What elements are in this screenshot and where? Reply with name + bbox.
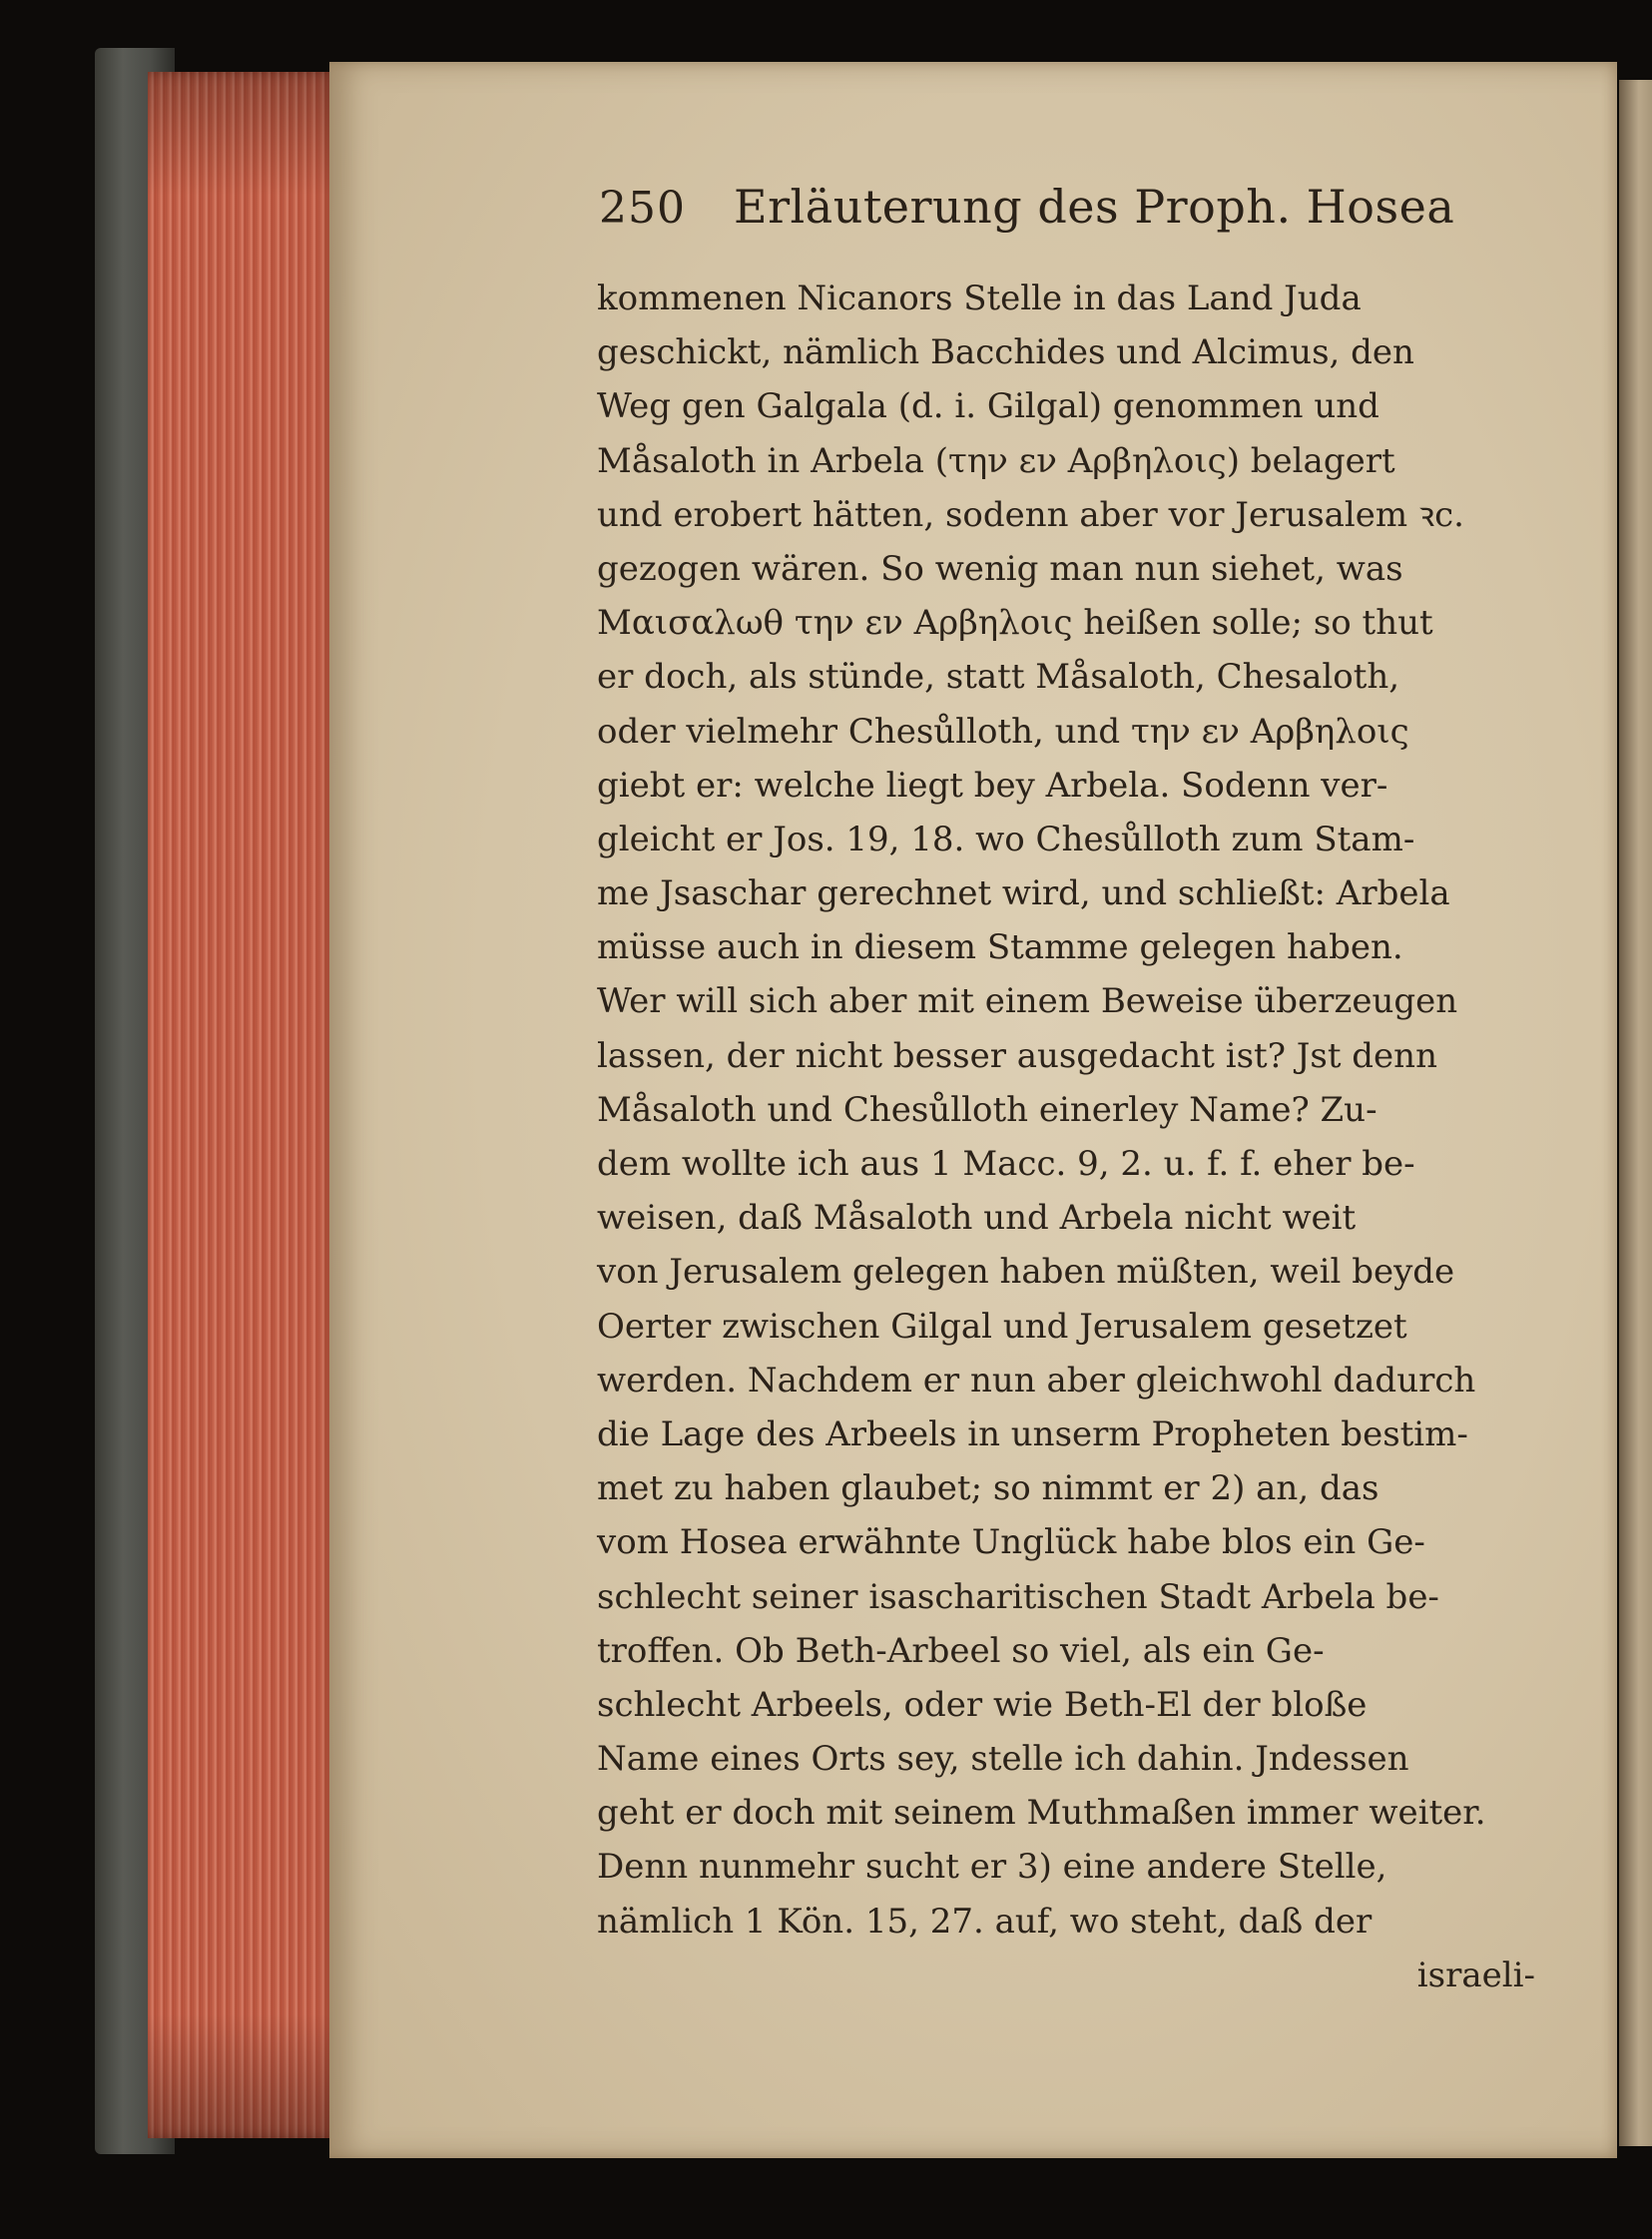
- text-line: oder vielmehr Chesůlloth, und την εν Αρβηλοις: [597, 711, 1409, 752]
- text-line: giebt er: welche liegt bey Arbela. Sodenn ver-: [597, 765, 1388, 806]
- text-line: Denn nunmehr sucht er 3) eine andere Stelle,: [597, 1847, 1387, 1888]
- body-text: [597, 272, 1535, 2002]
- text-line: Oerter zwischen Gilgal und Jerusalem gesetzet: [597, 1306, 1407, 1347]
- text-line: lassen, der nicht besser ausgedacht ist? Jst denn: [597, 1035, 1437, 1076]
- text-line: er doch, als stünde, statt Måsaloth, Chesaloth,: [597, 657, 1400, 698]
- running-head: Erläuterung des Proph. Hosea: [733, 180, 1455, 234]
- text-line: gleicht er Jos. 19, 18. wo Chesůlloth zum Stam-: [597, 819, 1415, 859]
- text-line: Wer will sich aber mit einem Beweise überzeugen: [597, 981, 1458, 1022]
- catchword-line: israeli-: [1416, 1955, 1535, 1995]
- text-line: Name eines Orts sey, stelle ich dahin. Jndessen: [597, 1739, 1409, 1780]
- text-line: gezogen wären. So wenig man nun siehet, was: [597, 548, 1403, 589]
- text-line: und erobert hätten, sodenn aber vor Jerusalem ꝛc.: [597, 494, 1464, 535]
- text-line: geht er doch mit seinem Muthmaßen immer weiter.: [597, 1793, 1486, 1834]
- facing-page-edge: [1619, 80, 1652, 2146]
- text-line: schlecht Arbeels, oder wie Beth-El der bloße: [597, 1684, 1368, 1725]
- text-line: Måsaloth und Chesůlloth einerley Name? Zu-: [597, 1089, 1377, 1130]
- text-line: vom Hosea erwähnte Unglück habe blos ein Ge-: [597, 1522, 1425, 1563]
- text-line: me Jsaschar gerechnet wird, und schließt: Arbela: [597, 873, 1450, 914]
- text-line: werden. Nachdem er nun aber gleichwohl dadurch: [597, 1360, 1476, 1400]
- text-line: nämlich 1 Kön. 15, 27. auf, wo steht, daß der: [597, 1901, 1373, 1942]
- text-line: weisen, daß Måsaloth und Arbela nicht weit: [597, 1198, 1357, 1239]
- page-edges: [148, 72, 337, 2138]
- text-line: Måsaloth in Arbela (την εν Αρβηλοις) belagert: [597, 440, 1395, 481]
- text-line: met zu haben glaubet; so nimmt er 2) an, das: [597, 1468, 1379, 1509]
- page-header: [599, 180, 1497, 250]
- text-line: troffen. Ob Beth-Arbeel so viel, als ein Ge-: [597, 1630, 1325, 1671]
- text-line: von Jerusalem gelegen haben müßten, weil beyde: [597, 1252, 1455, 1293]
- text-line: dem wollte ich aus 1 Macc. 9, 2. u. f. f. eher be-: [597, 1144, 1415, 1184]
- text-line: kommenen Nicanors Stelle in das Land Juda: [597, 279, 1362, 318]
- text-line: müsse auch in diesem Stamme gelegen haben.: [597, 927, 1403, 968]
- text-line: die Lage des Arbeels in unserm Propheten bestim-: [597, 1413, 1468, 1454]
- text-line: Weg gen Galgala (d. i. Gilgal) genommen und: [597, 386, 1379, 427]
- text-line: geschickt, nämlich Bacchides und Alcimus, den: [597, 332, 1414, 373]
- text-line: Μαισαλωθ την εν Αρβηλοις heißen solle; so thut: [597, 603, 1433, 644]
- text-line: schlecht seiner isascharitischen Stadt Arbela be-: [597, 1576, 1439, 1617]
- page-number: 250: [599, 183, 686, 234]
